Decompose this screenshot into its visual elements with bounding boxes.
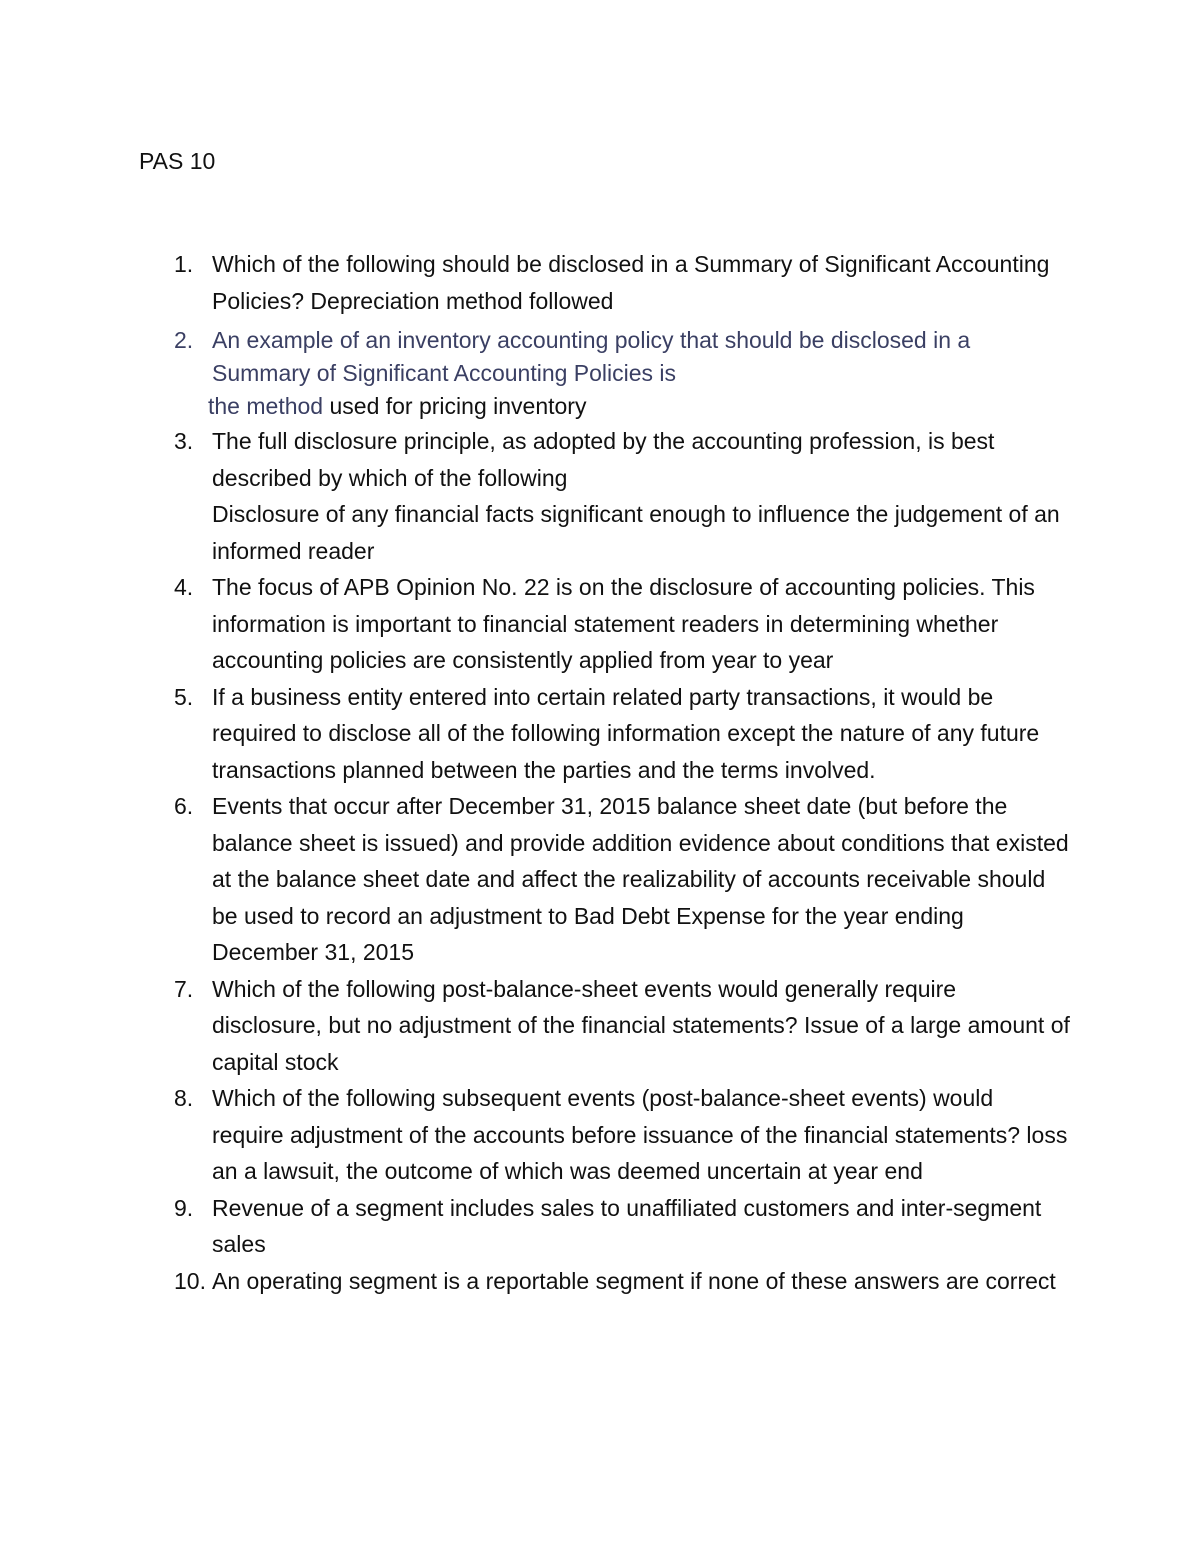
- list-item: [0, 423, 1200, 569]
- item-number: 1.: [174, 251, 194, 277]
- item-answer-line: [208, 390, 1070, 423]
- page-title: PAS 10: [139, 148, 216, 174]
- item-text: The focus of APB Opinion No. 22 is on the disclosure of accounting policies. This information is important to financial statement readers in determining whether accounting policies are consistently applied from year to year: [212, 574, 1035, 673]
- item-number: 3.: [174, 428, 194, 454]
- item-text: Revenue of a segment includes sales to unaffiliated customers and inter-segment sales: [212, 1194, 1042, 1257]
- list-item: [0, 1080, 1200, 1190]
- item-text: Which of the following subsequent events (post-balance-sheet events) would require adjustment of the accounts before issuance of the financial statements? loss an a lawsuit, the outcome of which was deemed uncertain at year end: [212, 1085, 1068, 1184]
- list-item: [0, 319, 1200, 423]
- list-item: [0, 246, 1200, 319]
- list-item: [0, 569, 1200, 679]
- item-number: 8.: [174, 1085, 194, 1111]
- list-item: [0, 1190, 1200, 1263]
- item-answer-tail: used for pricing inventory: [323, 393, 587, 419]
- item-text: An operating segment is a reportable segment if none of these answers are correct: [212, 1267, 1056, 1294]
- list-item: [0, 1263, 1200, 1300]
- question-list: [0, 246, 1200, 1299]
- item-number: 5.: [174, 683, 194, 710]
- item-answer: Disclosure of any financial facts significant enough to influence the judgement of an informed reader: [212, 501, 1060, 564]
- item-answer-lead: the method: [208, 393, 324, 419]
- item-number: 6.: [174, 793, 194, 819]
- item-number: 10.: [174, 1267, 206, 1294]
- item-text: The full disclosure principle, as adopted by the accounting profession, is best described by which of the following: [212, 428, 995, 491]
- item-text: An example of an inventory accounting policy that should be disclosed in a Summary of Significant Accounting Policies is: [212, 327, 971, 386]
- item-number: 4.: [174, 574, 194, 600]
- list-item: [0, 679, 1200, 789]
- item-number: 9.: [174, 1194, 194, 1221]
- item-number: 7.: [174, 975, 194, 1002]
- item-text: Which of the following post-balance-sheet events would generally require disclosure, but no adjustment of the financial statements? Issue of a large amount of capital stock: [212, 975, 1070, 1075]
- list-item: [0, 971, 1200, 1081]
- list-item: [0, 788, 1200, 971]
- item-number: 2.: [174, 327, 194, 353]
- item-text: If a business entity entered into certain related party transactions, it would be required to disclose all of the following information except the nature of any future transactions planned between the parties and the terms involved.: [212, 683, 1040, 783]
- item-text: Events that occur after December 31, 2015 balance sheet date (but before the balance sheet is issued) and provide addition evidence about conditions that existed at the balance sheet date and affect the realizability of accounts receivable should be used to record an adjustment to Bad Debt Expense for the year ending December 31, 2015: [212, 793, 1069, 965]
- item-text: Which of the following should be disclosed in a Summary of Significant Accounting Policies? Depreciation method followed: [212, 251, 1050, 314]
